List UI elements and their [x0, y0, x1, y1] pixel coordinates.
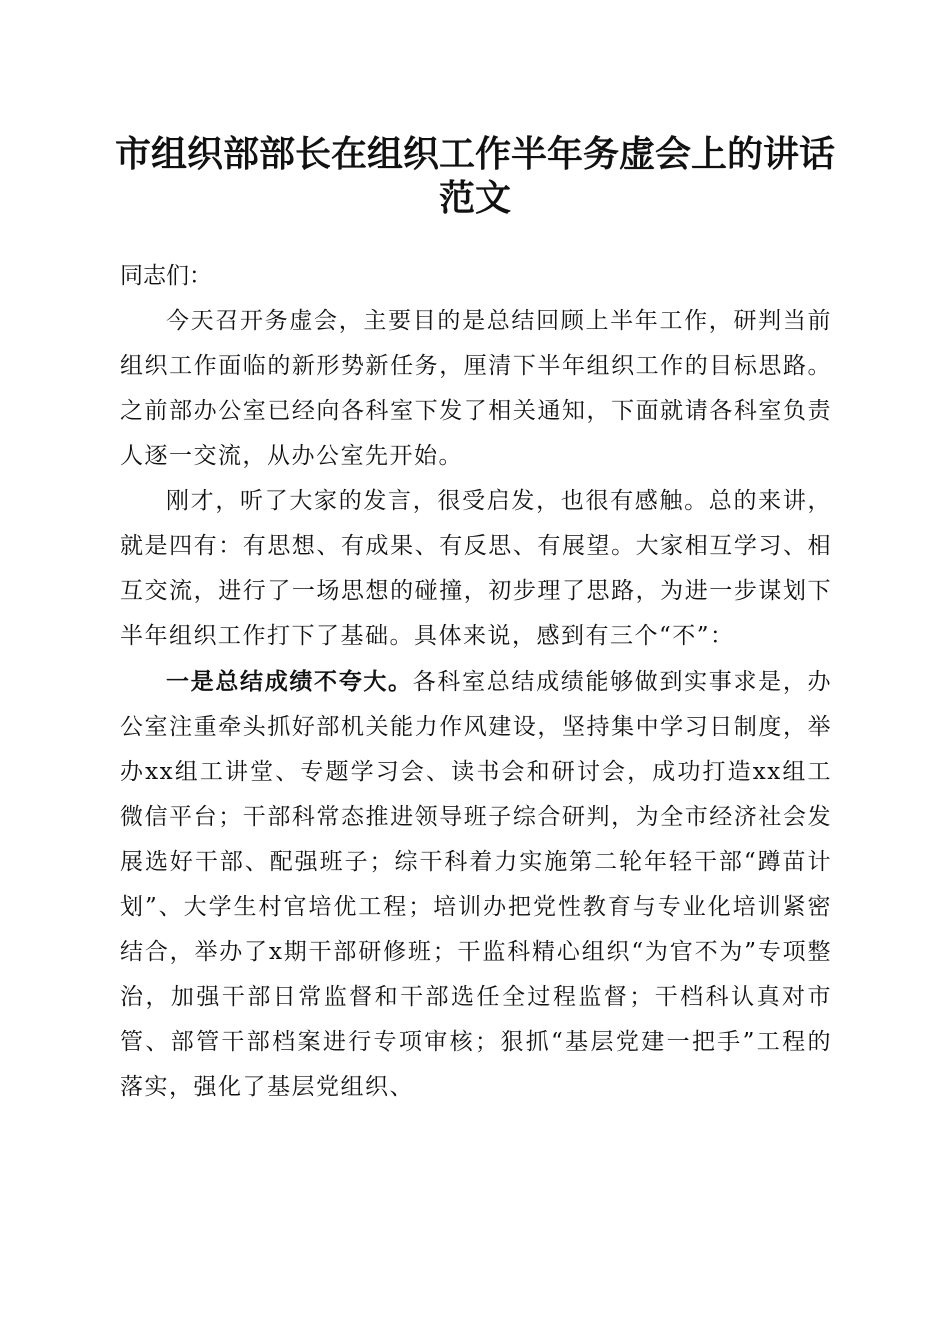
title-line-1: 市组织部部长在组织工作半年务虚会上的讲话	[114, 133, 835, 175]
document-body	[120, 254, 832, 1110]
paragraph-1: 今天召开务虚会，主要目的是总结回顾上半年工作，研判当前组织工作面临的新形势新任务，厘清下半年组织工作的目标思路。之前部办公室已经向各科室下发了相关通知，下面就请各科室负责人逐一交流，从办公室先开始。	[120, 308, 832, 469]
paragraph-2: 刚才，听了大家的发言，很受启发，也很有感触。总的来讲，就是四有：有思想、有成果、有反思、有展望。大家相互学习、相互交流，进行了一场思想的碰撞，初步理了思路，为进一步谋划下半年组织工作打下了基础。具体来说，感到有三个“不”：	[120, 488, 832, 649]
paragraph-3-lead: 一是总结成绩不夸大。	[166, 668, 413, 695]
paragraph-3-body: 各科室总结成绩能够做到实事求是，办公室注重牵头抓好部机关能力作风建设，坚持集中学习日制度，举办xx组工讲堂、专题学习会、读书会和研讨会，成功打造xx组工微信平台；干部科常态推进领导班子综合研判，为全市经济社会发展选好干部、配强班子；综干科着力实施第二轮年轻干部“蹲苗计划”、大学生村官培优工程；培训办把党性教育与专业化培训紧密结合，举办了x期干部研修班；干监科精心组织“为官不为”专项整治，加强干部日常监督和干部选任全过程监督；干档科认真对市管、部管干部档案进行专项审核；狠抓“基层党建一把手”工程的落实，强化了基层党组织、	[120, 669, 833, 1100]
document-title	[100, 132, 850, 220]
title-line-2: 范文	[438, 177, 511, 219]
salutation: 同志们：	[120, 263, 212, 289]
paragraph-3	[120, 659, 832, 1110]
